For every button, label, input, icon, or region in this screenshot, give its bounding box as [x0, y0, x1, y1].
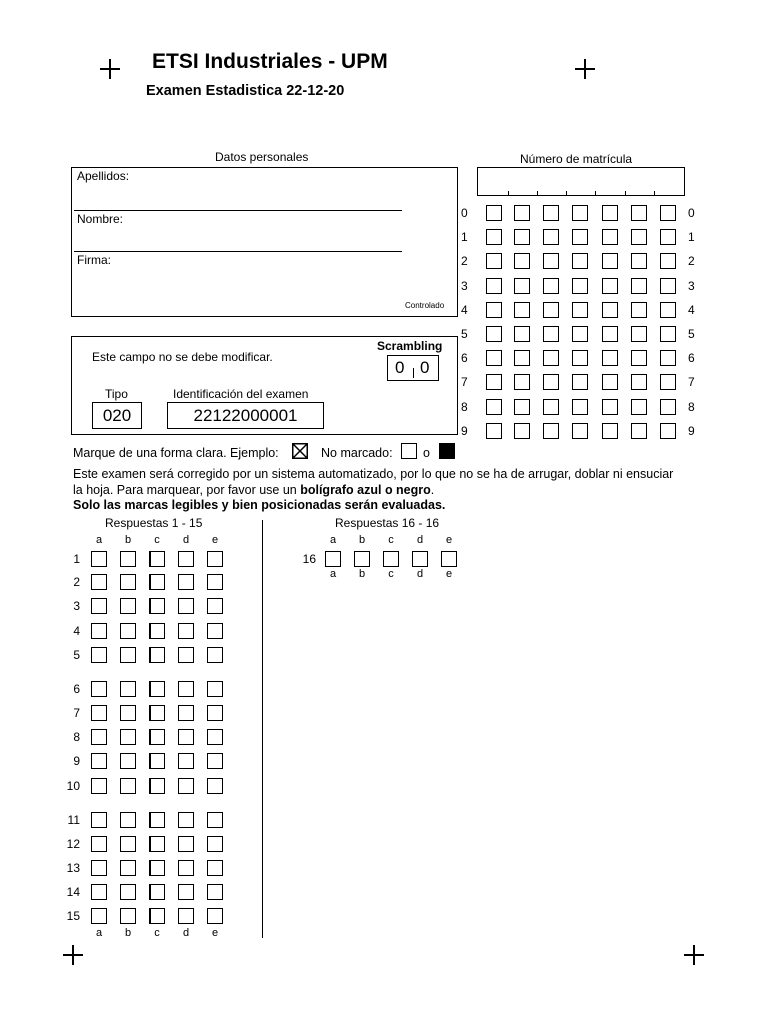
answer-bubble[interactable]	[91, 908, 107, 924]
answer-bubble[interactable]	[178, 836, 194, 852]
instructions-line-2-bold: bolígrafo azul o negro	[300, 483, 431, 497]
answer-bubble[interactable]	[120, 884, 136, 900]
question-number: 7	[73, 706, 80, 720]
matricula-bubble[interactable]	[660, 302, 676, 318]
matricula-bubble[interactable]	[631, 326, 647, 342]
answers-divider	[262, 520, 263, 938]
answer-bubble[interactable]	[207, 574, 223, 590]
question-number: 9	[73, 754, 80, 768]
answer-bubble[interactable]	[178, 860, 194, 876]
answer-bubble[interactable]	[120, 705, 136, 721]
answer-bubble[interactable]	[178, 884, 194, 900]
matricula-bubble[interactable]	[602, 423, 618, 439]
matricula-bubble[interactable]	[572, 278, 588, 294]
matricula-bubble[interactable]	[514, 350, 530, 366]
question-number: 3	[73, 599, 80, 613]
answer-bubble[interactable]	[120, 574, 136, 590]
answer-letter-header: b	[124, 534, 132, 546]
answer-bubble[interactable]	[149, 908, 165, 924]
answer-bubble[interactable]	[383, 551, 399, 567]
answer-bubble[interactable]	[120, 860, 136, 876]
answer-bubble[interactable]	[178, 778, 194, 794]
answer-bubble[interactable]	[149, 753, 165, 769]
answer-bubble[interactable]	[91, 574, 107, 590]
matricula-bubble[interactable]	[631, 302, 647, 318]
question-number: 4	[73, 624, 80, 638]
answer-letter-header: c	[388, 534, 394, 546]
matricula-bubble[interactable]	[631, 278, 647, 294]
matricula-bubble[interactable]	[631, 423, 647, 439]
registration-mark-bottom-right	[684, 945, 704, 965]
matricula-bubble[interactable]	[631, 374, 647, 390]
mark-example-label: Marque de una forma clara. Ejemplo:	[73, 446, 279, 460]
matricula-bubble[interactable]	[572, 423, 588, 439]
matricula-digit-left: 7	[461, 375, 468, 390]
answer-bubble[interactable]	[120, 623, 136, 639]
controlado-label: Controlado	[405, 301, 445, 310]
matricula-tick	[537, 191, 538, 195]
answer-bubble[interactable]	[325, 551, 341, 567]
personal-data-box	[71, 167, 458, 317]
answer-bubble[interactable]	[91, 753, 107, 769]
answer-letter-footer: e	[211, 927, 219, 939]
answer-letter-footer: a	[95, 927, 103, 939]
page-subtitle: Examen Estadistica 22-12-20	[146, 83, 345, 99]
answer-bubble[interactable]	[207, 623, 223, 639]
matricula-bubble[interactable]	[543, 326, 559, 342]
answer-bubble[interactable]	[120, 812, 136, 828]
registration-mark-top-left	[100, 59, 120, 79]
matricula-digit-right: 4	[688, 302, 695, 317]
answer-bubble[interactable]	[120, 753, 136, 769]
matricula-bubble[interactable]	[602, 229, 618, 245]
matricula-bubble[interactable]	[602, 326, 618, 342]
registration-mark-top-right	[575, 59, 595, 79]
answer-bubble[interactable]	[354, 551, 370, 567]
exam-id-label: Identificación del examen	[173, 387, 309, 401]
answer-bubble[interactable]	[149, 729, 165, 745]
matricula-bubble[interactable]	[486, 205, 502, 221]
firma-label: Firma:	[77, 253, 111, 267]
registration-mark-bottom-left	[63, 945, 83, 965]
matricula-bubble[interactable]	[660, 278, 676, 294]
answer-bubble[interactable]	[149, 812, 165, 828]
answer-bubble[interactable]	[178, 647, 194, 663]
answer-bubble[interactable]	[207, 753, 223, 769]
answer-bubble[interactable]	[178, 812, 194, 828]
matricula-digit-left: 4	[461, 302, 468, 317]
matricula-digit-right: 3	[688, 278, 695, 293]
matricula-digit-right: 1	[688, 230, 695, 245]
answer-bubble[interactable]	[178, 908, 194, 924]
matricula-bubble[interactable]	[486, 253, 502, 269]
answer-bubble[interactable]	[120, 681, 136, 697]
answers-left-label: Respuestas 1 - 15	[105, 516, 203, 530]
matricula-digit-right: 0	[688, 206, 695, 220]
matricula-bubble[interactable]	[602, 278, 618, 294]
matricula-bubble[interactable]	[486, 229, 502, 245]
answer-letter-footer: c	[154, 927, 160, 939]
answer-bubble[interactable]	[207, 647, 223, 663]
scrambling-separator	[413, 368, 414, 378]
matricula-bubble[interactable]	[660, 399, 676, 415]
matricula-bubble[interactable]	[514, 423, 530, 439]
answer-bubble[interactable]	[178, 729, 194, 745]
matricula-bubble[interactable]	[631, 399, 647, 415]
question-number: 16	[302, 552, 316, 566]
matricula-digit-left: 9	[461, 423, 468, 438]
matricula-label: Número de matrícula	[520, 152, 633, 166]
answer-bubble[interactable]	[207, 598, 223, 614]
matricula-digit-right: 2	[688, 254, 695, 269]
matricula-bubble[interactable]	[572, 350, 588, 366]
answer-letter-header: d	[416, 534, 424, 546]
matricula-digit-right: 7	[688, 375, 695, 390]
answer-bubble[interactable]	[149, 705, 165, 721]
matricula-tick	[508, 191, 509, 195]
answer-letter-header: b	[358, 534, 366, 546]
matricula-bubble[interactable]	[572, 229, 588, 245]
question-number: 1	[73, 552, 80, 566]
matricula-bubble[interactable]	[602, 302, 618, 318]
matricula-bubble[interactable]	[660, 374, 676, 390]
matricula-digit-left: 8	[461, 399, 468, 414]
answer-letter-footer: b	[124, 927, 132, 939]
matricula-bubble[interactable]	[602, 350, 618, 366]
answer-bubble[interactable]	[149, 681, 165, 697]
matricula-bubble[interactable]	[631, 205, 647, 221]
matricula-bubble[interactable]	[514, 278, 530, 294]
instructions-line-2	[73, 482, 703, 498]
answer-bubble[interactable]	[207, 778, 223, 794]
answer-bubble[interactable]	[178, 681, 194, 697]
matricula-bubble[interactable]	[486, 278, 502, 294]
or-label: o	[423, 446, 430, 460]
answer-letter-footer: d	[416, 568, 424, 580]
answer-bubble[interactable]	[91, 705, 107, 721]
instructions-line-2-post: .	[430, 483, 435, 497]
matricula-digit-left: 5	[461, 327, 468, 341]
matricula-tick	[625, 191, 626, 195]
scrambling-value-a: 0	[395, 358, 405, 377]
instructions-line-2-pre: la hoja. Para marquear, por favor use un	[73, 483, 301, 497]
answer-letter-header: c	[154, 534, 160, 546]
matricula-bubble[interactable]	[514, 399, 530, 415]
answer-bubble[interactable]	[207, 705, 223, 721]
answer-bubble[interactable]	[207, 729, 223, 745]
matricula-bubble[interactable]	[486, 423, 502, 439]
matricula-bubble[interactable]	[660, 229, 676, 245]
matricula-bubble[interactable]	[514, 326, 530, 342]
answer-letter-header: a	[95, 534, 103, 546]
apellidos-label: Apellidos:	[77, 169, 130, 183]
answer-bubble[interactable]	[441, 551, 457, 567]
no-marked-label: No marcado:	[321, 446, 393, 460]
matricula-bubble[interactable]	[631, 253, 647, 269]
page-title: ETSI Industriales - UPM	[152, 50, 388, 73]
matricula-bubble[interactable]	[660, 205, 676, 221]
answer-letter-header: a	[329, 534, 337, 546]
answer-bubble[interactable]	[149, 778, 165, 794]
marked-example-icon	[292, 443, 308, 459]
matricula-bubble[interactable]	[660, 326, 676, 342]
matricula-digit-right: 8	[688, 399, 695, 414]
answer-bubble[interactable]	[149, 551, 165, 567]
answer-bubble[interactable]	[91, 551, 107, 567]
matricula-bubble[interactable]	[660, 253, 676, 269]
answer-letter-footer: a	[329, 568, 337, 580]
matricula-bubble[interactable]	[660, 350, 676, 366]
matricula-bubble[interactable]	[631, 229, 647, 245]
answer-letter-header: d	[182, 534, 190, 546]
answer-letter-footer: e	[445, 568, 453, 580]
tipo-value: 020	[92, 402, 142, 429]
matricula-bubble[interactable]	[543, 205, 559, 221]
exam-id-value: 22122000001	[167, 402, 324, 429]
matricula-bubble[interactable]	[631, 350, 647, 366]
answer-bubble[interactable]	[91, 729, 107, 745]
matricula-tick	[595, 191, 596, 195]
filled-example-icon	[439, 443, 455, 459]
answer-bubble[interactable]	[120, 908, 136, 924]
matricula-digit-right: 9	[688, 423, 695, 438]
matricula-digit-left: 3	[461, 278, 468, 293]
answer-bubble[interactable]	[412, 551, 428, 567]
matricula-bubble[interactable]	[572, 374, 588, 390]
question-number: 15	[66, 909, 80, 923]
matricula-digit-right: 6	[688, 351, 695, 366]
matricula-bubble[interactable]	[486, 302, 502, 318]
answer-bubble[interactable]	[149, 884, 165, 900]
answer-bubble[interactable]	[207, 836, 223, 852]
matricula-bubble[interactable]	[514, 205, 530, 221]
apellidos-line[interactable]	[74, 210, 402, 211]
scrambling-value-b: 0	[420, 358, 430, 377]
matricula-bubble[interactable]	[543, 229, 559, 245]
matricula-bubble[interactable]	[514, 374, 530, 390]
matricula-bubble[interactable]	[602, 374, 618, 390]
answer-bubble[interactable]	[149, 623, 165, 639]
matricula-bubble[interactable]	[572, 302, 588, 318]
matricula-bubble[interactable]	[572, 253, 588, 269]
matricula-bubble[interactable]	[602, 205, 618, 221]
matricula-bubble[interactable]	[660, 423, 676, 439]
matricula-bubble[interactable]	[543, 423, 559, 439]
answer-bubble[interactable]	[149, 836, 165, 852]
scrambling-label: Scrambling	[377, 339, 443, 353]
answer-bubble[interactable]	[149, 860, 165, 876]
nombre-label: Nombre:	[77, 212, 124, 226]
answer-bubble[interactable]	[91, 623, 107, 639]
matricula-bubble[interactable]	[543, 374, 559, 390]
question-number: 10	[66, 779, 80, 793]
matricula-digit-left: 1	[461, 230, 468, 245]
instructions-line-3: Solo las marcas legibles y bien posicionadas serán evaluadas.	[73, 498, 446, 512]
question-number: 5	[73, 648, 80, 662]
answer-bubble[interactable]	[91, 598, 107, 614]
question-number: 13	[66, 861, 80, 875]
answer-bubble[interactable]	[91, 681, 107, 697]
exam-info-box	[71, 336, 458, 435]
answers-right-label: Respuestas 16 - 16	[335, 516, 440, 530]
answer-bubble[interactable]	[91, 778, 107, 794]
answer-bubble[interactable]	[120, 551, 136, 567]
matricula-bubble[interactable]	[486, 399, 502, 415]
question-number: 6	[73, 682, 80, 696]
question-number: 14	[66, 885, 80, 899]
answer-bubble[interactable]	[91, 836, 107, 852]
answer-bubble[interactable]	[207, 812, 223, 828]
answer-bubble[interactable]	[91, 884, 107, 900]
answer-bubble[interactable]	[120, 729, 136, 745]
answer-bubble[interactable]	[178, 598, 194, 614]
answer-bubble[interactable]	[178, 753, 194, 769]
scrambling-value-box	[387, 355, 439, 381]
answer-bubble[interactable]	[120, 598, 136, 614]
question-number: 2	[73, 575, 80, 589]
tipo-label: Tipo	[105, 387, 128, 401]
answer-bubble[interactable]	[120, 647, 136, 663]
matricula-digit-left: 2	[461, 254, 468, 269]
question-number: 8	[73, 730, 80, 744]
instructions-line-1: Este examen será corregido por un sistema automatizado, por lo que no se ha de arrugar, doblar ni ensuciar	[73, 467, 674, 481]
matricula-bubble[interactable]	[486, 350, 502, 366]
answer-bubble[interactable]	[91, 860, 107, 876]
matricula-bubble[interactable]	[514, 302, 530, 318]
answer-bubble[interactable]	[207, 860, 223, 876]
answer-bubble[interactable]	[120, 836, 136, 852]
answer-bubble[interactable]	[207, 681, 223, 697]
matricula-bubble[interactable]	[543, 350, 559, 366]
matricula-bubble[interactable]	[543, 302, 559, 318]
answer-bubble[interactable]	[149, 647, 165, 663]
answer-bubble[interactable]	[120, 778, 136, 794]
matricula-tick	[566, 191, 567, 195]
answer-bubble[interactable]	[207, 551, 223, 567]
matricula-bubble[interactable]	[543, 253, 559, 269]
unmarked-example-icon	[401, 443, 417, 459]
matricula-bubble[interactable]	[602, 399, 618, 415]
answer-bubble[interactable]	[207, 884, 223, 900]
answer-bubble[interactable]	[149, 574, 165, 590]
matricula-bubble[interactable]	[514, 229, 530, 245]
matricula-bubble[interactable]	[486, 326, 502, 342]
matricula-bubble[interactable]	[514, 253, 530, 269]
answer-bubble[interactable]	[91, 647, 107, 663]
answer-bubble[interactable]	[178, 574, 194, 590]
answer-letter-header: e	[445, 534, 453, 546]
matricula-bubble[interactable]	[602, 253, 618, 269]
answer-letter-header: e	[211, 534, 219, 546]
nombre-line[interactable]	[74, 251, 402, 252]
matricula-digit-left: 0	[461, 206, 468, 220]
matricula-bubble[interactable]	[572, 399, 588, 415]
matricula-digit-right: 5	[688, 327, 695, 341]
matricula-bubble[interactable]	[543, 399, 559, 415]
answer-letter-footer: d	[182, 927, 190, 939]
answer-letter-footer: c	[388, 568, 394, 580]
answer-bubble[interactable]	[149, 598, 165, 614]
answer-bubble[interactable]	[91, 812, 107, 828]
matricula-digit-left: 6	[461, 351, 468, 366]
question-number: 11	[67, 813, 80, 827]
answer-bubble[interactable]	[178, 705, 194, 721]
answer-bubble[interactable]	[207, 908, 223, 924]
matricula-bubble[interactable]	[572, 326, 588, 342]
question-number: 12	[66, 837, 80, 851]
matricula-tick	[654, 191, 655, 195]
matricula-bubble[interactable]	[486, 374, 502, 390]
answer-bubble[interactable]	[178, 551, 194, 567]
answer-bubble[interactable]	[178, 623, 194, 639]
matricula-bubble[interactable]	[543, 278, 559, 294]
exam-note: Este campo no se debe modificar.	[92, 350, 273, 364]
matricula-bubble[interactable]	[572, 205, 588, 221]
personal-section-label: Datos personales	[215, 150, 309, 164]
answer-letter-footer: b	[358, 568, 366, 580]
